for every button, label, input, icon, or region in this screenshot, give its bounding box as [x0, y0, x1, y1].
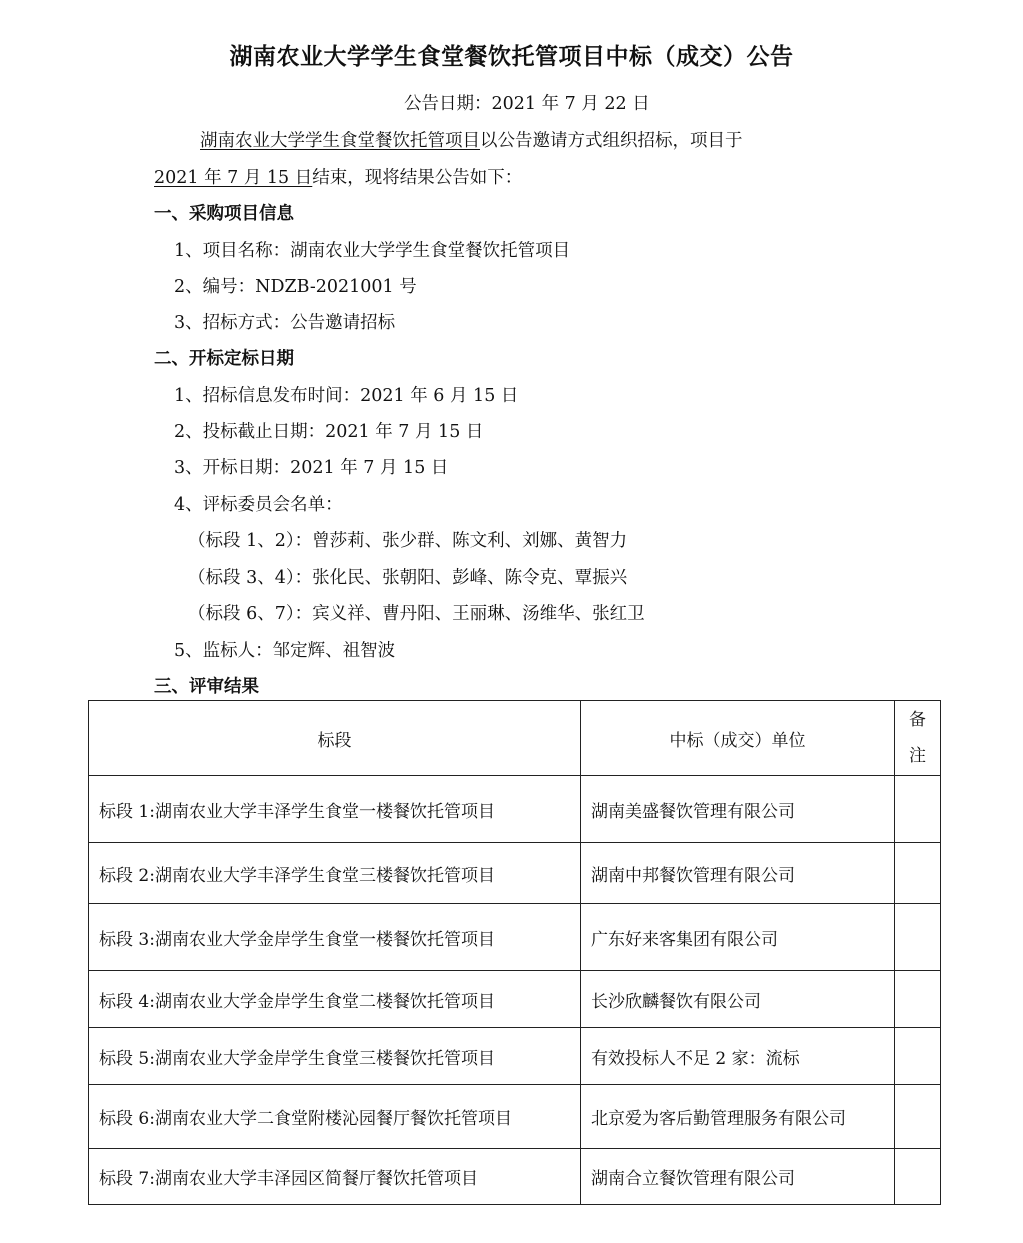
remark-header-char: 注 [909, 746, 926, 766]
intro-text-2: 结束，现将结果公告如下： [312, 168, 523, 188]
intro-end-date: 2021 年 7 月 15 日 [154, 168, 313, 188]
remark-cell [895, 1149, 941, 1205]
committee-line: （标段 3、4）：张化民、张朝阳、彭峰、陈令克、覃振兴 [188, 568, 628, 588]
results-table [88, 700, 941, 1205]
table-row [89, 1028, 941, 1085]
intro-line-1 [200, 129, 743, 153]
announcement-date: 公告日期：2021 年 7 月 22 日 [404, 94, 650, 114]
winner-cell: 湖南美盛餐饮管理有限公司 [581, 776, 895, 843]
remark-cell [895, 971, 941, 1028]
column-header-remark [895, 701, 941, 776]
section-2-item: 1、招标信息发布时间：2021 年 6 月 15 日 [174, 386, 519, 406]
lot-cell: 标段 5:湖南农业大学金岸学生食堂三楼餐饮托管项目 [89, 1028, 581, 1085]
committee-line: （标段 6、7）：宾义祥、曹丹阳、王丽琳、汤维华、张红卫 [188, 604, 645, 624]
winner-cell: 广东好来客集团有限公司 [581, 904, 895, 971]
remark-cell [895, 904, 941, 971]
section-2-item: 4、评标委员会名单： [174, 495, 343, 515]
section-1-item: 3、招标方式：公告邀请招标 [174, 313, 396, 333]
winner-cell: 北京爱为客后勤管理服务有限公司 [581, 1085, 895, 1149]
table-row [89, 843, 941, 904]
winner-cell: 湖南合立餐饮管理有限公司 [581, 1149, 895, 1205]
supervisor-line: 5、监标人：邹定辉、祖智波 [174, 641, 396, 661]
lot-cell: 标段 2:湖南农业大学丰泽学生食堂三楼餐饮托管项目 [89, 843, 581, 904]
lot-cell: 标段 3:湖南农业大学金岸学生食堂一楼餐饮托管项目 [89, 904, 581, 971]
lot-cell: 标段 7:湖南农业大学丰泽园区简餐厅餐饮托管项目 [89, 1149, 581, 1205]
winner-cell: 湖南中邦餐饮管理有限公司 [581, 843, 895, 904]
table-row [89, 1149, 941, 1205]
lot-cell: 标段 4:湖南农业大学金岸学生食堂二楼餐饮托管项目 [89, 971, 581, 1028]
section-1-item: 1、项目名称：湖南农业大学学生食堂餐饮托管项目 [174, 241, 571, 261]
column-header-winner: 中标（成交）单位 [581, 701, 895, 776]
document-title: 湖南农业大学学生食堂餐饮托管项目中标（成交）公告 [229, 44, 794, 70]
section-2-item: 2、投标截止日期：2021 年 7 月 15 日 [174, 422, 484, 442]
winner-cell: 有效投标人不足 2 家：流标 [581, 1028, 895, 1085]
committee-line: （标段 1、2）：曾莎莉、张少群、陈文利、刘娜、黄智力 [188, 531, 628, 551]
intro-line-2 [154, 166, 522, 190]
table-row [89, 1085, 941, 1149]
section-1-item: 2、编号：NDZB-2021001 号 [174, 277, 417, 297]
section-2-heading: 二、开标定标日期 [154, 349, 294, 369]
remark-header-char: 备 [909, 710, 926, 730]
lot-cell: 标段 1:湖南农业大学丰泽学生食堂一楼餐饮托管项目 [89, 776, 581, 843]
section-3-heading: 三、评审结果 [154, 677, 259, 697]
lot-cell: 标段 6:湖南农业大学二食堂附楼沁园餐厅餐饮托管项目 [89, 1085, 581, 1149]
intro-text-1: 以公告邀请方式组织招标，项目于 [480, 131, 743, 151]
table-row [89, 971, 941, 1028]
intro-project-name: 湖南农业大学学生食堂餐饮托管项目 [200, 131, 480, 151]
table-row [89, 904, 941, 971]
section-1-heading: 一、采购项目信息 [154, 204, 294, 224]
column-header-lot: 标段 [89, 701, 581, 776]
table-header-row [89, 701, 941, 776]
remark-cell [895, 843, 941, 904]
section-2-item: 3、开标日期：2021 年 7 月 15 日 [174, 458, 449, 478]
remark-cell [895, 1028, 941, 1085]
remark-cell [895, 1085, 941, 1149]
table-row [89, 776, 941, 843]
remark-cell [895, 776, 941, 843]
winner-cell: 长沙欣麟餐饮有限公司 [581, 971, 895, 1028]
